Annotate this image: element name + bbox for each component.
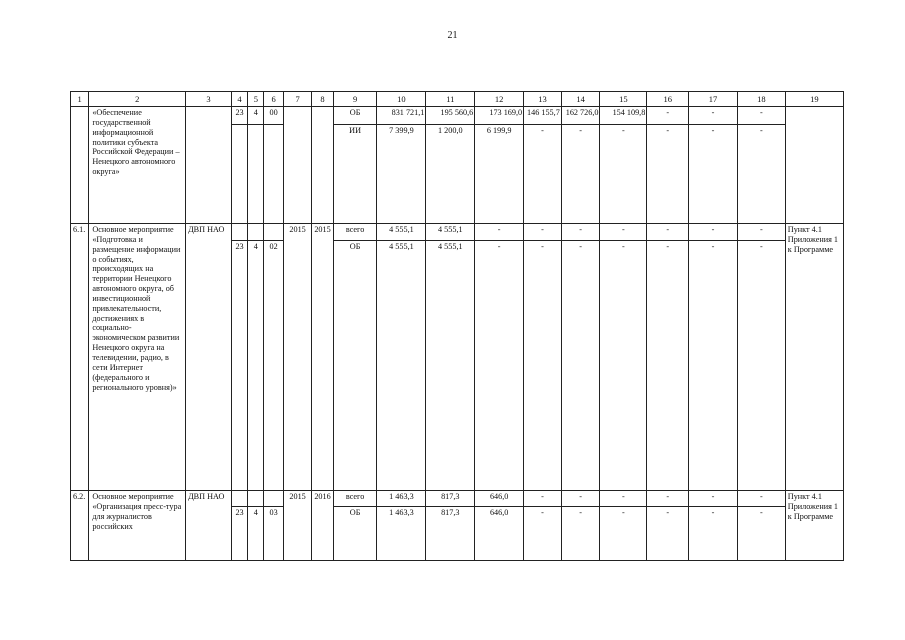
row-number: 6.1.	[71, 224, 89, 491]
header-cell: 17	[689, 92, 738, 107]
header-cell: 16	[647, 92, 689, 107]
header-cell: 6	[264, 92, 283, 107]
table-row: 6.2. Основное мероприятие «Организация пресс-тура для журналистов российских ДВП НАО 2015 2016 всего 1 463,3 817,3 646,0 - - - - - - Пункт 4.1 Приложения 1 к Программе	[71, 491, 844, 507]
header-cell: 10	[377, 92, 426, 107]
header-cell: 15	[600, 92, 647, 107]
measure-name: Основное мероприятие «Организация пресс-тура для журналистов российских	[89, 491, 186, 561]
header-cell: 2	[89, 92, 186, 107]
table-row: ИИ 7 399,9 1 200,0 6 199,9 - - - - - -	[71, 125, 844, 224]
header-cell: 9	[333, 92, 377, 107]
row-number: 6.2.	[71, 491, 89, 561]
table-row: 6.1. Основное мероприятие «Подготовка и размещение информации о событиях, происходящих на территории Ненецкого автономного округа, об инвестиционной привлекательности, достижениях в социально-экономическом развитии Ненецкого округа на телевидении, радио, в сети Интернет (федерального и регионального уровня)» ДВП НАО 2015 2015 всего 4 555,1 4 555,1 - - - - - - - Пункт 4.1 Приложения 1 к Программе	[71, 224, 844, 241]
table-row: 23 4 03 ОБ 1 463,3 817,3 646,0 - - - - - -	[71, 507, 844, 561]
header-cell: 12	[475, 92, 524, 107]
executor: ДВП НАО	[186, 224, 232, 491]
header-cell: 11	[426, 92, 475, 107]
header-cell: 5	[248, 92, 264, 107]
measure-name: «Обеспечение государственной информационной политики субъекта Российской Федерации – Ненецкого автономного округа»	[89, 107, 186, 224]
table-row: 23 4 02 ОБ 4 555,1 4 555,1 - - - - - - -	[71, 241, 844, 491]
header-cell: 7	[283, 92, 312, 107]
header-cell: 13	[524, 92, 562, 107]
measure-name: Основное мероприятие «Подготовка и размещение информации о событиях, происходящих на территории Ненецкого автономного округа, об инвестиционной привлекательности, достижениях в социально-экономическом развитии Ненецкого округа на телевидении, радио, в сети Интернет (федерального и регионального уровня)»	[89, 224, 186, 491]
header-cell: 18	[737, 92, 785, 107]
header-cell: 8	[312, 92, 333, 107]
executor: ДВП НАО	[186, 491, 232, 561]
header-cell: 4	[231, 92, 247, 107]
program-table	[70, 91, 844, 561]
table-row: «Обеспечение государственной информационной политики субъекта Российской Федерации – Ненецкого автономного округа» 23 4 00 ОБ 831 721,1 195 560,6 173 169,0 146 155,7 162 726,0 154 109,8 - - -	[71, 107, 844, 125]
header-cell: 14	[561, 92, 600, 107]
header-row	[71, 92, 844, 107]
program-reference: Пункт 4.1 Приложения 1 к Программе	[785, 224, 843, 491]
header-cell: 19	[785, 92, 843, 107]
program-reference: Пункт 4.1 Приложения 1 к Программе	[785, 491, 843, 561]
page-number: 21	[447, 30, 458, 41]
header-cell: 3	[186, 92, 232, 107]
header-cell: 1	[71, 92, 89, 107]
